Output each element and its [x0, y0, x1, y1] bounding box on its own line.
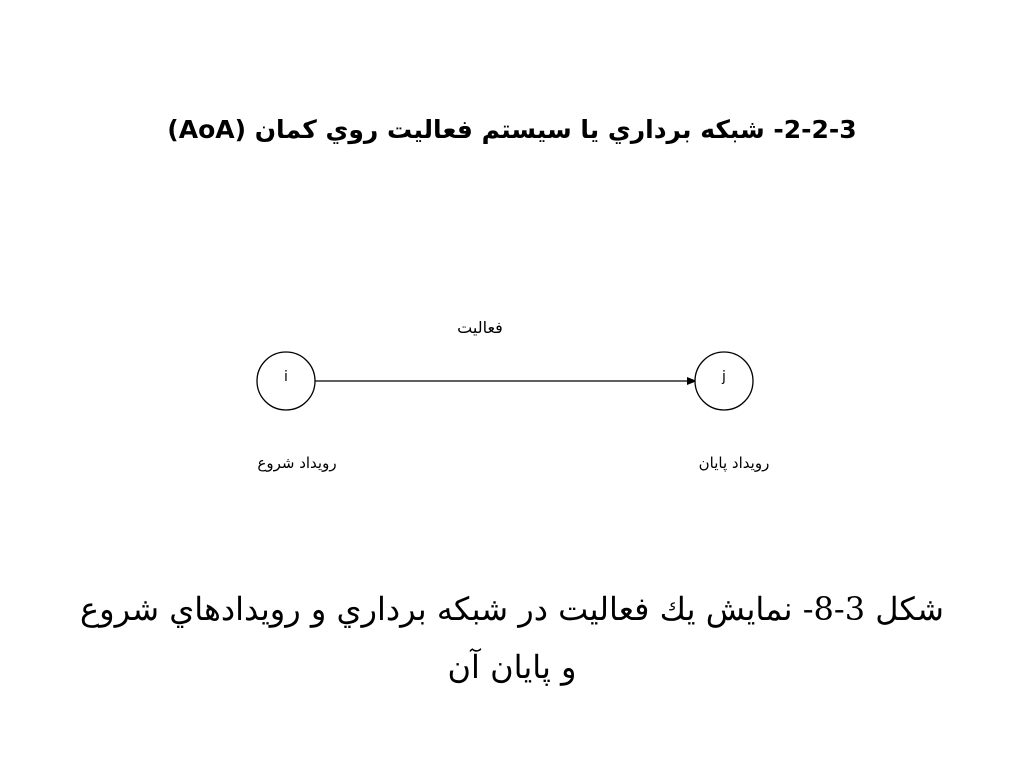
start-event-label: رويداد شروع — [257, 454, 337, 472]
slide-title: 2-2-3- شبكه برداري يا سيستم فعاليت روي كمان (AoA) — [167, 115, 857, 144]
end-event-letter: j — [722, 369, 726, 385]
end-event-node — [695, 352, 753, 410]
figure-caption: شكل 3-8- نمايش يك فعاليت در شبكه برداري و رويدادهاي شروع و پايان آن — [80, 590, 944, 686]
start-event-node — [257, 352, 315, 410]
activity-label: فعاليت — [457, 318, 503, 337]
end-event-label: رويداد پايان — [698, 454, 770, 472]
start-event-letter: i — [284, 369, 288, 385]
